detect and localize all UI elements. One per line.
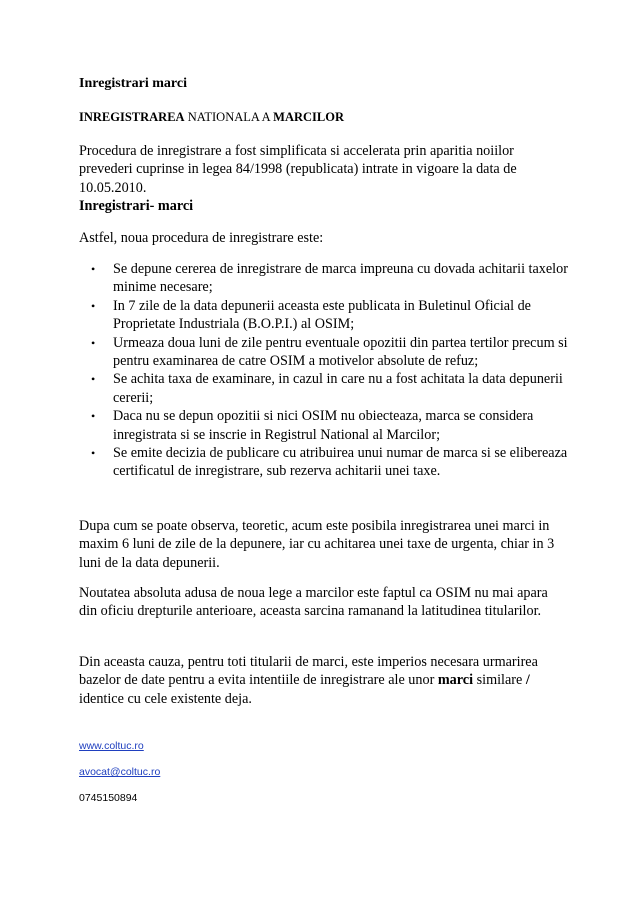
document-title: Inregistrari marci bbox=[79, 76, 187, 91]
conclusion-bold-marci: marci bbox=[437, 672, 474, 689]
list-item bbox=[79, 334, 569, 371]
step-text: In 7 zile de la data depunerii aceasta este publicata in Buletinul Oficial de Proprietate Industriala (B.O.P.I.) al OSIM; bbox=[113, 297, 531, 333]
intro-text: Procedura de inregistrare a fost simplificata si accelerata prin aparitia noiilor prevederi cuprinse in legea 84/1998 (republicata) intrate in vigoare la data de 10.05.2010. bbox=[79, 143, 517, 196]
intro-paragraph bbox=[79, 142, 569, 216]
conclusion-text-3: identice cu cele existente deja. bbox=[79, 690, 252, 707]
conclusion-text-2: similare bbox=[473, 672, 526, 689]
step-text: Daca nu se depun opozitii si nici OSIM nu obiecteaza, marca se considera inregistrata si se inscrie in Registrul National al Marcilor; bbox=[113, 408, 534, 443]
bullet-icon: • bbox=[91, 409, 96, 424]
bullet-icon: • bbox=[91, 335, 96, 350]
step-text: Se emite decizia de publicare cu atribuirea unui numar de marca si se elibereaza certificatul de inregistrare, sub rezerva achitarii unei taxe. bbox=[113, 445, 568, 480]
subtitle-part-2: NATIONALA A bbox=[184, 110, 274, 124]
list-item bbox=[79, 370, 569, 407]
bullet-icon: • bbox=[91, 298, 96, 313]
contact-email bbox=[79, 766, 160, 779]
subtitle-part-3: MARCILOR bbox=[273, 110, 344, 124]
procedure-steps-list bbox=[79, 260, 569, 481]
list-item bbox=[79, 260, 569, 297]
list-item bbox=[79, 444, 569, 481]
contact-phone: 0745150894 bbox=[79, 792, 138, 804]
step-text: Se depune cererea de inregistrare de marca impreuna cu dovada achitarii taxelor minime necesare; bbox=[113, 261, 568, 296]
step-text: Urmeaza doua luni de zile pentru eventuale opozitii din partea tertilor precum si pentru examinarea de catre OSIM a motivelor absolute de refuz; bbox=[113, 334, 568, 370]
email-link[interactable]: avocat@coltuc.ro bbox=[79, 766, 161, 778]
intro-bold-line: Inregistrari- marci bbox=[79, 198, 194, 215]
website-link[interactable]: www.coltuc.ro bbox=[79, 740, 144, 752]
contact-website bbox=[79, 740, 144, 753]
novelty-paragraph: Noutatea absoluta adusa de noua lege a marcilor este faptul ca OSIM nu mai apara din oficiu drepturile anterioare, aceasta sarcina ramanand la latitudinea titularilor. bbox=[79, 585, 548, 620]
list-item bbox=[79, 297, 569, 334]
document-subtitle bbox=[79, 110, 344, 125]
bullet-icon: • bbox=[91, 372, 96, 387]
step-text: Se achita taxa de examinare, in cazul in care nu a fost achitata la data depunerii cererii; bbox=[113, 371, 563, 406]
conclusion-text-1: Din aceasta cauza, pentru toti titularii de marci, este imperios necesara urmarirea bazelor de date pentru a evita intentiile de inregistrare ale unor bbox=[79, 654, 538, 689]
conclusion-paragraph bbox=[79, 653, 569, 708]
subtitle-part-1: INREGISTRAREA bbox=[79, 110, 185, 124]
bullet-icon: • bbox=[91, 446, 96, 461]
procedure-lead: Astfel, noua procedura de inregistrare este: bbox=[79, 230, 324, 246]
conclusion-bold-slash: / bbox=[525, 672, 530, 689]
bullet-icon: • bbox=[91, 262, 96, 276]
list-item bbox=[79, 407, 569, 444]
observation-paragraph: Dupa cum se poate observa, teoretic, acum este posibila inregistrarea unei marci in maxim 6 luni de zile de la depunere, iar cu achitarea unei taxe de urgenta, chiar in 3 luni de la data depunerii. bbox=[79, 518, 555, 571]
